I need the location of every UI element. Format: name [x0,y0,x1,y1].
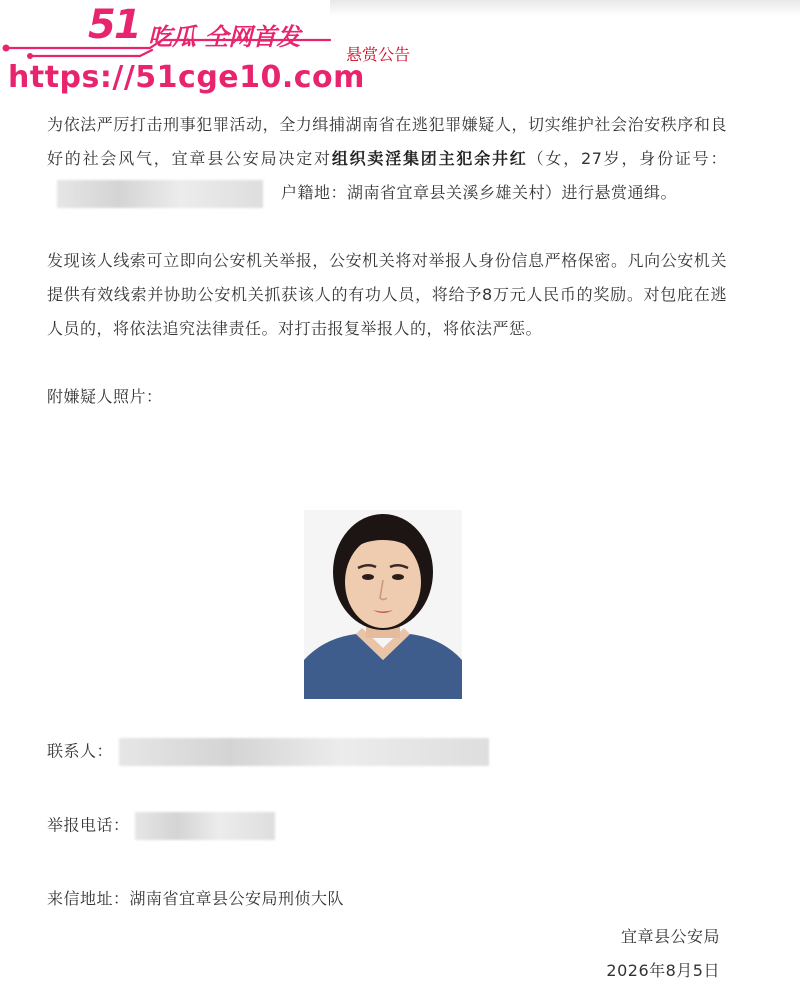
signature-date: 2026年8月5日 [606,961,720,980]
suspect-photo [304,510,462,699]
watermark-circuit-icon [0,36,340,60]
contact-row [47,738,489,766]
suspect-highlight: 组织卖淫集团主犯余井红 [331,149,528,168]
redacted-id-number [57,180,263,208]
paragraph-1 [47,108,727,210]
paragraph-1-text-b: （女，27岁，身份证号： [527,149,727,168]
notice-tag: 悬赏公告 [346,45,411,64]
phone-row [47,812,275,840]
watermark-url: https://51cge10.com [8,60,365,95]
top-band [330,0,800,16]
phone-label: 举报电话： [47,815,130,835]
signature-issuer: 宜章县公安局 [620,927,720,946]
redacted-phone-number [135,812,275,840]
contact-label: 联系人： [47,741,114,761]
watermark-logo [0,0,365,110]
paragraph-2: 发现该人线索可立即向公安机关举报，公安机关将对举报人身份信息严格保密。凡向公安机关提供有效线索并协助公安机关抓获该人的有功人员，将给予8万元人民币的奖励。对包庇在逃人员的，将依法追究法律责任。对打击报复举报人的，将依法严惩。 [47,251,727,338]
watermark-number: 51 [88,2,140,48]
redacted-contact-names [119,738,489,766]
notice-body [47,108,727,414]
photo-caption: 附嫌疑人照片： [47,387,163,406]
paragraph-1-text-a: 为依法严厉打击刑事犯罪活动，全力缉捕湖南省在逃犯罪嫌疑人，切实维护社会治安秩序和良好的社会风气，宜章县公安局决定对 [47,115,727,168]
paragraph-1-text-c: 户籍地：湖南省宜章县关溪乡雄关村）进行悬赏通缉。 [281,183,678,202]
address-row: 来信地址：湖南省宜章县公安局刑侦大队 [47,889,345,908]
watermark-slogan: 吃瓜 全网首发 [148,23,301,51]
